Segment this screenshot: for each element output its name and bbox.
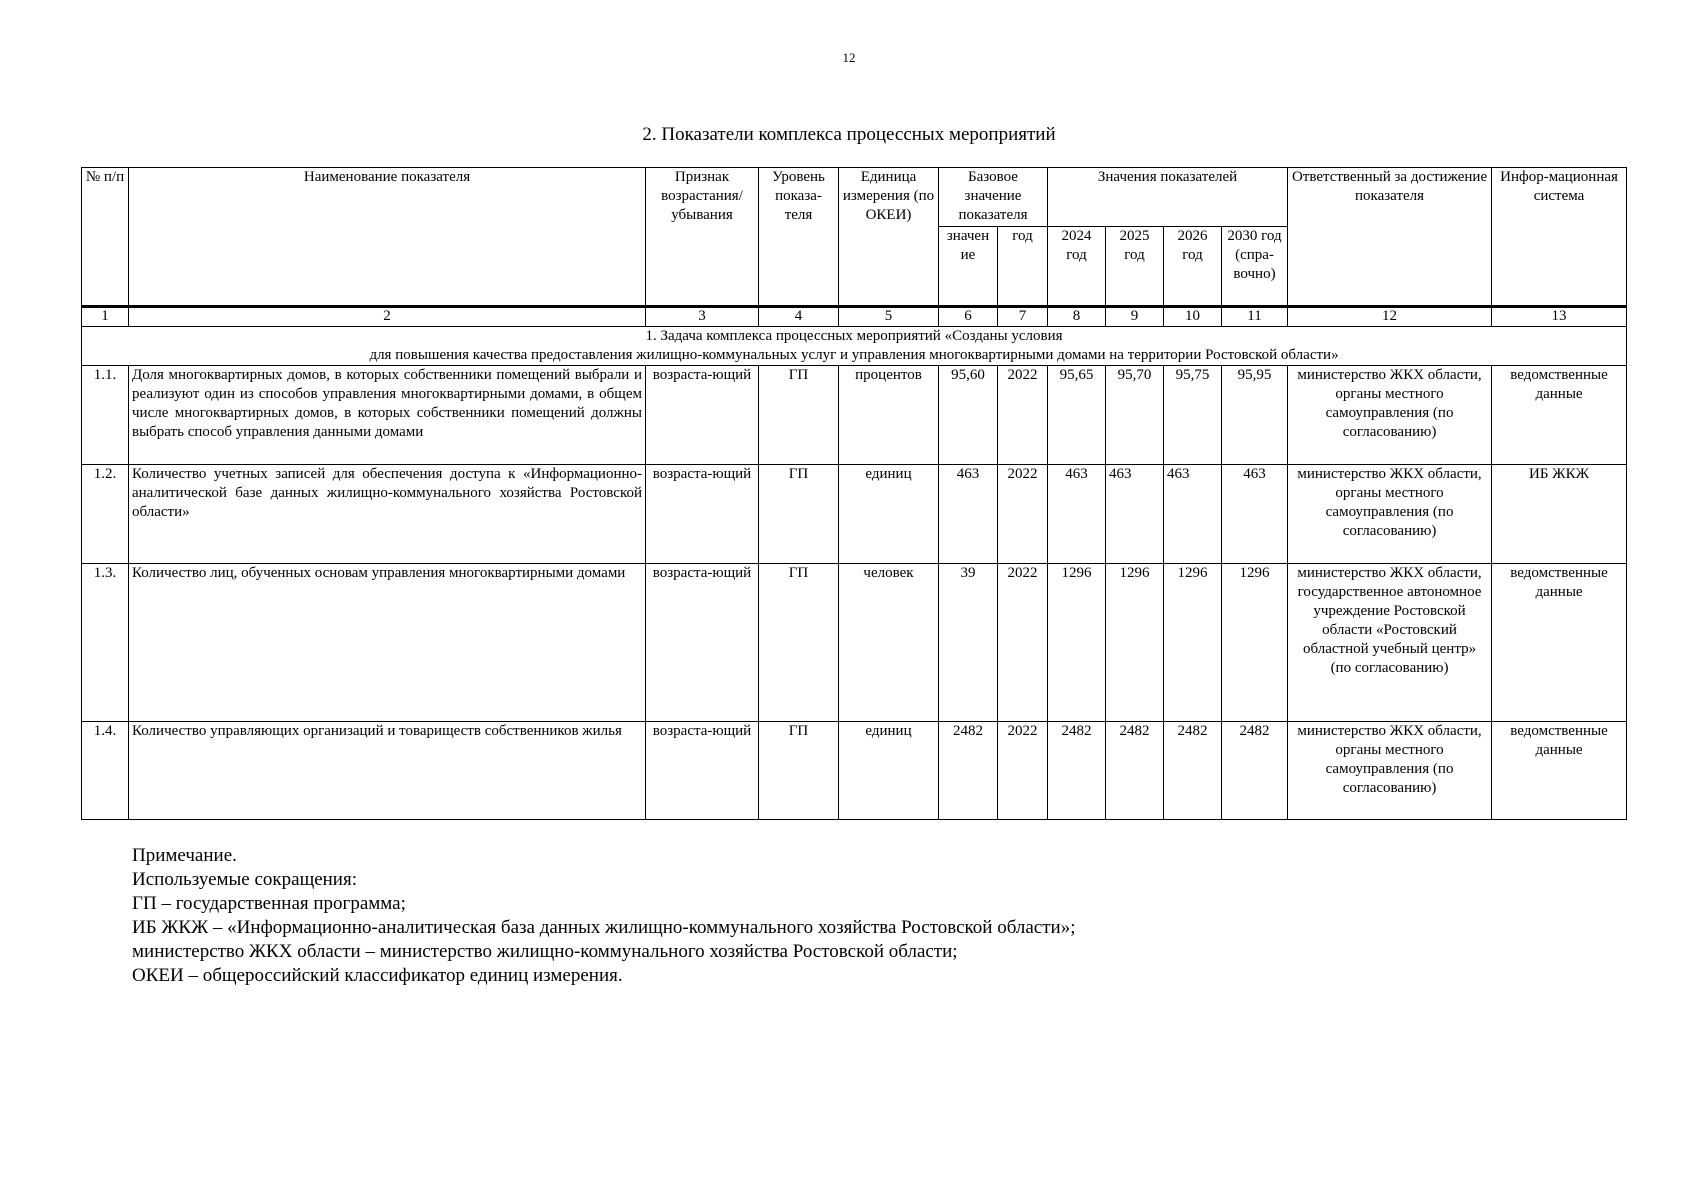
table-row xyxy=(82,366,1627,465)
row-base-value: 95,60 xyxy=(939,366,998,465)
row-value-2030: 1296 xyxy=(1222,564,1288,722)
table-row xyxy=(82,465,1627,564)
header-2025: 2025 год xyxy=(1106,227,1164,307)
header-system: Инфор-мационная система xyxy=(1492,168,1627,307)
row-responsible: министерство ЖКХ области, органы местного самоуправления (по согласованию) xyxy=(1288,722,1492,820)
row-value-2026: 1296 xyxy=(1164,564,1222,722)
row-name: Количество лиц, обученных основам управления многоквартирными домами xyxy=(129,564,646,722)
row-sign: возраста-ющий xyxy=(646,366,759,465)
task-title-line: для повышения качества предоставления жилищно-коммунальных услуг и управления многоквартирными домами на территории Ростовской области» xyxy=(369,347,1339,363)
row-base-year: 2022 xyxy=(998,465,1048,564)
row-level: ГП xyxy=(759,564,839,722)
row-num: 1.1. xyxy=(82,366,129,465)
column-number: 2 xyxy=(129,307,646,327)
indicators-table xyxy=(81,167,1627,820)
row-value-2024: 95,65 xyxy=(1048,366,1106,465)
row-base-year: 2022 xyxy=(998,564,1048,722)
row-value-2025: 463 xyxy=(1106,465,1164,564)
row-value-2030: 2482 xyxy=(1222,722,1288,820)
table-row xyxy=(82,722,1627,820)
row-value-2024: 463 xyxy=(1048,465,1106,564)
column-number: 8 xyxy=(1048,307,1106,327)
row-unit: человек xyxy=(839,564,939,722)
row-base-value: 39 xyxy=(939,564,998,722)
column-number: 9 xyxy=(1106,307,1164,327)
row-num: 1.3. xyxy=(82,564,129,722)
header-2024: 2024 год xyxy=(1048,227,1106,307)
abbreviation-item: ОКЕИ – общероссийский классификатор единиц измерения. xyxy=(132,965,623,986)
row-responsible: министерство ЖКХ области, органы местного самоуправления (по согласованию) xyxy=(1288,465,1492,564)
abbreviation-item: министерство ЖКХ области – министерство жилищно-коммунального хозяйства Ростовской области; xyxy=(132,941,958,962)
row-num: 1.2. xyxy=(82,465,129,564)
row-system: ведомственные данные xyxy=(1492,564,1627,722)
header-responsible: Ответственный за достижение показателя xyxy=(1288,168,1492,307)
row-system: ИБ ЖКЖ xyxy=(1492,465,1627,564)
row-sign: возраста-ющий xyxy=(646,722,759,820)
row-value-2024: 1296 xyxy=(1048,564,1106,722)
header-row xyxy=(82,168,1627,227)
page-number: 12 xyxy=(842,50,856,65)
header-base: Базовое значение показателя xyxy=(939,168,1048,227)
column-number: 1 xyxy=(82,307,129,327)
row-level: ГП xyxy=(759,722,839,820)
notes-section xyxy=(132,844,1612,988)
row-value-2026: 95,75 xyxy=(1164,366,1222,465)
row-name: Количество управляющих организаций и товариществ собственников жилья xyxy=(129,722,646,820)
row-base-value: 463 xyxy=(939,465,998,564)
row-unit: единиц xyxy=(839,722,939,820)
row-base-value: 2482 xyxy=(939,722,998,820)
header-base-value: значен ие xyxy=(939,227,998,307)
header-level: Уровень показа-теля xyxy=(759,168,839,307)
column-number: 4 xyxy=(759,307,839,327)
header-base-year: год xyxy=(998,227,1048,307)
column-number: 3 xyxy=(646,307,759,327)
section-title: 2. Показатели комплекса процессных мероприятий xyxy=(642,124,1056,145)
column-number: 12 xyxy=(1288,307,1492,327)
row-value-2030: 95,95 xyxy=(1222,366,1288,465)
row-value-2030: 463 xyxy=(1222,465,1288,564)
task-row xyxy=(82,327,1627,366)
row-unit: единиц xyxy=(839,465,939,564)
task-title xyxy=(82,327,1627,366)
row-value-2026: 2482 xyxy=(1164,722,1222,820)
table-row xyxy=(82,564,1627,722)
row-unit: процентов xyxy=(839,366,939,465)
row-level: ГП xyxy=(759,465,839,564)
header-sign: Признак возрастания/ убывания xyxy=(646,168,759,307)
column-number: 11 xyxy=(1222,307,1288,327)
row-value-2025: 95,70 xyxy=(1106,366,1164,465)
abbreviation-item: ИБ ЖКЖ – «Информационно-аналитическая база данных жилищно-коммунального хозяйства Ростовской области»; xyxy=(132,917,1076,938)
row-system: ведомственные данные xyxy=(1492,722,1627,820)
row-base-year: 2022 xyxy=(998,366,1048,465)
column-number: 10 xyxy=(1164,307,1222,327)
header-values: Значения показателей xyxy=(1048,168,1288,227)
column-number: 7 xyxy=(998,307,1048,327)
row-level: ГП xyxy=(759,366,839,465)
abbreviations-heading: Используемые сокращения: xyxy=(132,869,357,890)
header-num: № п/п xyxy=(82,168,129,307)
task-title-line: 1. Задача комплекса процессных мероприятий «Созданы условия xyxy=(645,328,1063,344)
row-value-2025: 2482 xyxy=(1106,722,1164,820)
row-sign: возраста-ющий xyxy=(646,564,759,722)
row-sign: возраста-ющий xyxy=(646,465,759,564)
row-num: 1.4. xyxy=(82,722,129,820)
column-number: 5 xyxy=(839,307,939,327)
row-responsible: министерство ЖКХ области, органы местного самоуправления (по согласованию) xyxy=(1288,366,1492,465)
row-value-2025: 1296 xyxy=(1106,564,1164,722)
column-numbers-row xyxy=(82,307,1627,327)
header-2026: 2026 год xyxy=(1164,227,1222,307)
row-responsible: министерство ЖКХ области, государственное автономное учреждение Ростовской области «Ростовский областной учебный центр» (по согласованию) xyxy=(1288,564,1492,722)
column-number: 13 xyxy=(1492,307,1627,327)
row-system: ведомственные данные xyxy=(1492,366,1627,465)
row-base-year: 2022 xyxy=(998,722,1048,820)
note-heading: Примечание. xyxy=(132,845,237,866)
row-value-2026: 463 xyxy=(1164,465,1222,564)
abbreviation-item: ГП – государственная программа; xyxy=(132,893,406,914)
header-2030: 2030 год (спра-вочно) xyxy=(1222,227,1288,307)
column-number: 6 xyxy=(939,307,998,327)
header-unit: Единица измерения (по ОКЕИ) xyxy=(839,168,939,307)
row-name: Количество учетных записей для обеспечения доступа к «Информационно-аналитической базе данных жилищно-коммунального хозяйства Ростовской области» xyxy=(129,465,646,564)
row-value-2024: 2482 xyxy=(1048,722,1106,820)
row-name: Доля многоквартирных домов, в которых собственники помещений выбрали и реализуют один из способов управления многоквартирными домами, в общем числе многоквартирных домов, в которых собственники помещений должны выбрать способ управления данными домами xyxy=(129,366,646,465)
header-name: Наименование показателя xyxy=(129,168,646,307)
